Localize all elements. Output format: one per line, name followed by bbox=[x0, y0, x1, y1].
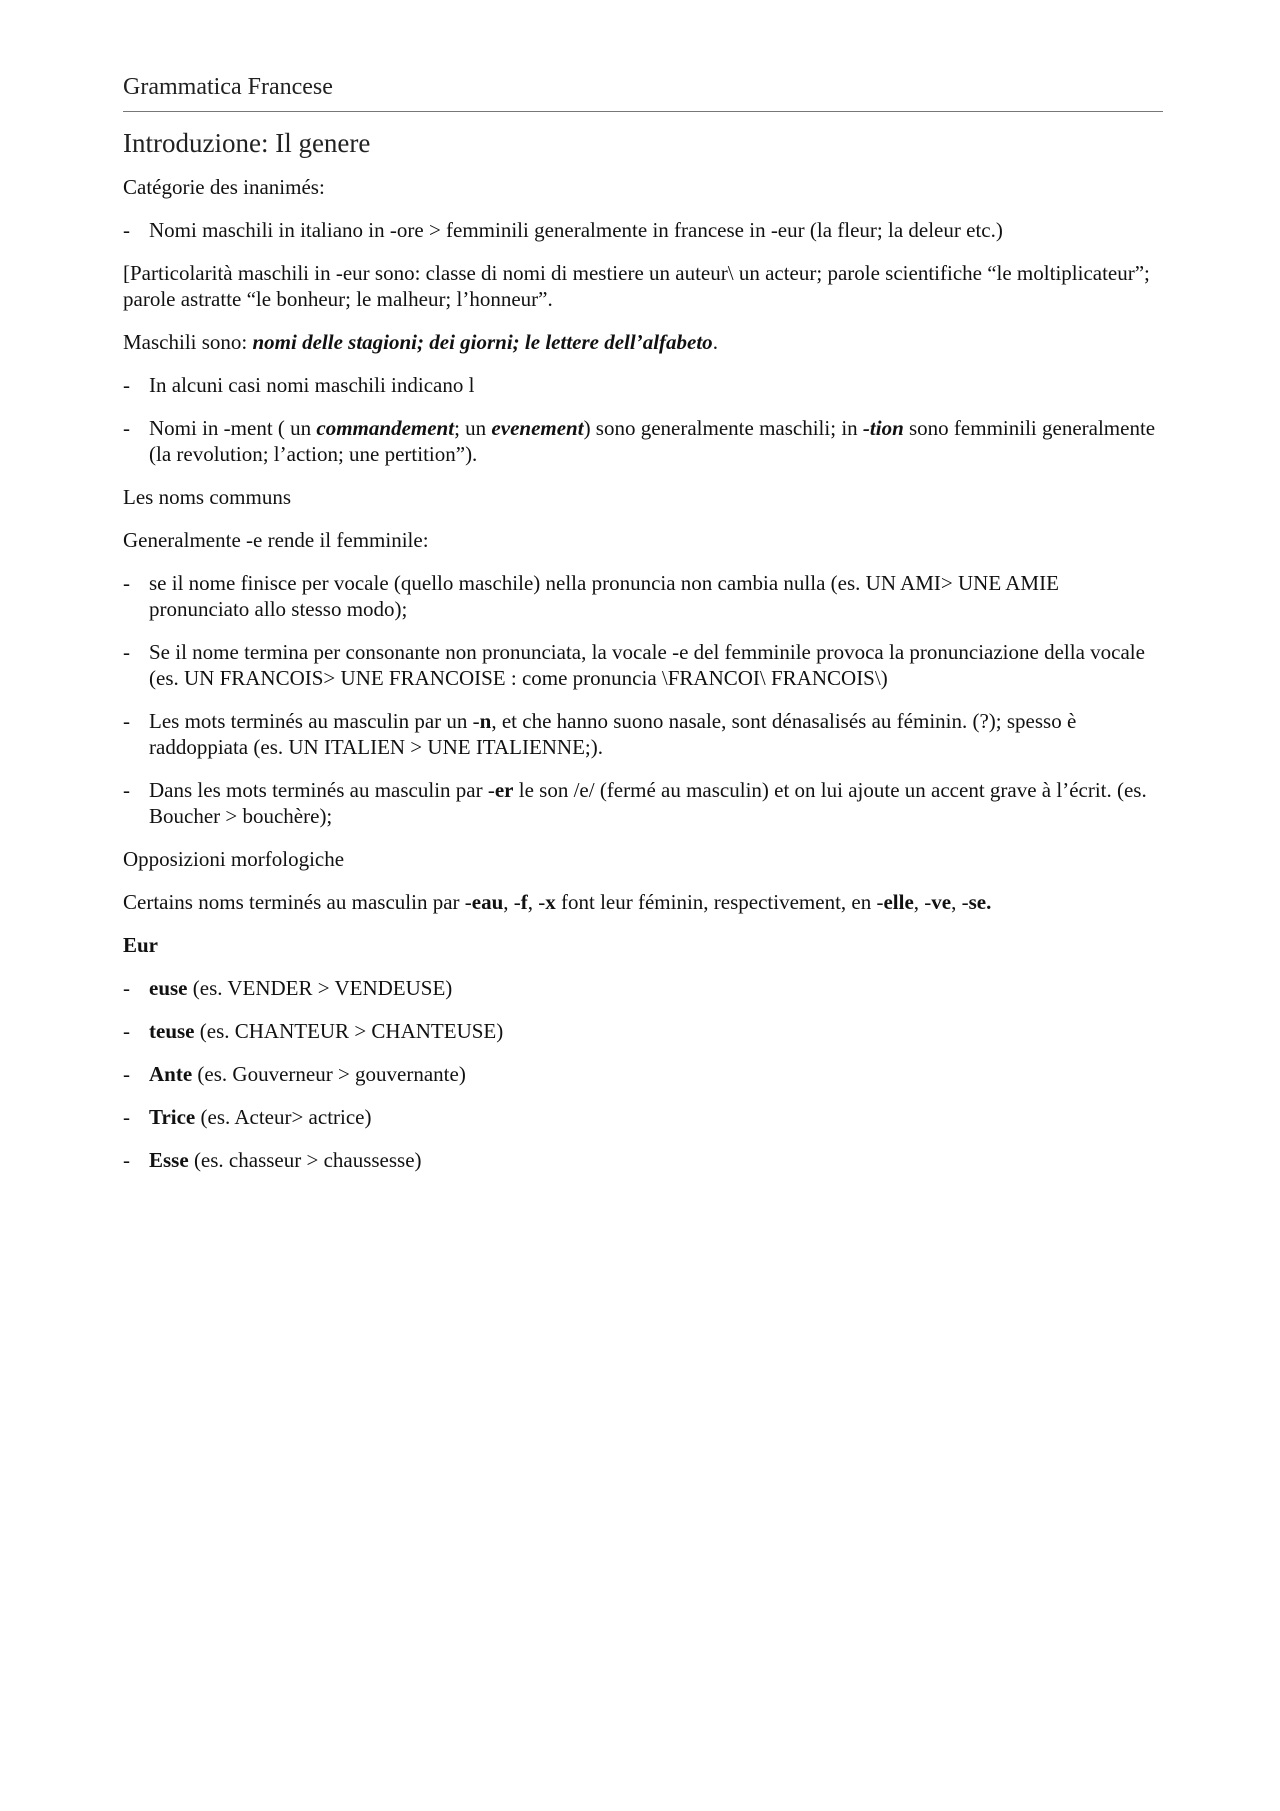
paragraph-categorie: Catégorie des inanimés: bbox=[123, 175, 325, 199]
text-run: , - bbox=[951, 890, 969, 914]
paragraph-eur-heading: Eur bbox=[123, 933, 159, 957]
list-item-suffix-euse bbox=[123, 975, 1163, 1001]
emphasis-run: nomi delle stagioni; dei giorni; le lettere dell’alfabeto bbox=[252, 330, 713, 354]
bullet-dash: - bbox=[123, 416, 130, 440]
suffix-label: Ante bbox=[149, 1062, 193, 1086]
bullet-dash: - bbox=[123, 640, 130, 664]
bullet-dash: - bbox=[123, 218, 130, 242]
paragraph-certains bbox=[123, 889, 1163, 915]
suffix-example: (es. chasseur > chaussesse) bbox=[188, 1148, 422, 1172]
paragraph-particolarita: [Particolarità maschili in -eur sono: classe di nomi di mestiere un auteur\ un acteur; parole scientifiche “le moltiplicateur”; parole astratte “le bonheur; le malheur; l’honneur”. bbox=[123, 261, 1150, 311]
bold-run: eau bbox=[471, 890, 504, 914]
suffix-example: (es. VENDER > VENDEUSE) bbox=[187, 976, 453, 1000]
list-item-vocale bbox=[123, 570, 1163, 622]
list-item-text: In alcuni casi nomi maschili indicano l bbox=[149, 373, 475, 397]
list-item-nasale bbox=[123, 708, 1163, 760]
bold-run: x bbox=[545, 890, 556, 914]
suffix-example: (es. Gouverneur > gouvernante) bbox=[192, 1062, 466, 1086]
bullet-dash: - bbox=[123, 1062, 130, 1086]
suffix-label: Esse bbox=[149, 1148, 189, 1172]
list-item-alcuni-casi bbox=[123, 372, 1163, 398]
bullet-dash: - bbox=[123, 976, 130, 1000]
text-run: Nomi in -ment ( un bbox=[149, 416, 317, 440]
list-item-consonante bbox=[123, 639, 1163, 691]
list-item-ment-tion bbox=[123, 415, 1163, 467]
bullet-dash: - bbox=[123, 571, 130, 595]
emphasis-run: -tion bbox=[862, 416, 904, 440]
bold-run: ve bbox=[931, 890, 952, 914]
list-item-text: Se il nome termina per consonante non pronunciata, la vocale -e del femminile provoca la pronunciazione della vocale (es. UN FRANCOIS> UNE FRANCOISE : come pronuncia \FRANCOI\ FRANCOIS\) bbox=[149, 640, 1145, 690]
list-item-suffix-ante bbox=[123, 1061, 1163, 1087]
text-run: , et che hanno suono nasale, sont dénasalisés au féminin. (?); spesso è raddoppiata (es. UN ITALIEN > UNE ITALIENNE;). bbox=[149, 709, 1077, 759]
section-title: Introduzione: Il genere bbox=[123, 128, 371, 158]
text-run: Maschili sono: bbox=[123, 330, 253, 354]
text-run: , - bbox=[503, 890, 521, 914]
text-run: Dans les mots terminés au masculin par - bbox=[149, 778, 495, 802]
bullet-dash: - bbox=[123, 373, 130, 397]
running-header: Grammatica Francese bbox=[123, 72, 1163, 112]
bold-run: er bbox=[494, 778, 514, 802]
list-item-suffix-esse bbox=[123, 1147, 1163, 1173]
text-run: Certains noms terminés au masculin par - bbox=[123, 890, 472, 914]
text-run: , - bbox=[527, 890, 546, 914]
list-item-nomi-maschili bbox=[123, 217, 1163, 243]
paragraph-maschili bbox=[123, 329, 1163, 355]
list-item-suffix-teuse bbox=[123, 1018, 1163, 1044]
emphasis-run: evenement bbox=[491, 416, 584, 440]
suffix-label: teuse bbox=[149, 1019, 195, 1043]
bold-run: f bbox=[520, 890, 528, 914]
bold-run: se. bbox=[968, 890, 992, 914]
list-item-suffix-trice bbox=[123, 1104, 1163, 1130]
list-item-text: Nomi maschili in italiano in -ore > femminili generalmente in francese in -eur (la fleur; la deleur etc.) bbox=[149, 218, 1003, 242]
paragraph-noms-communs: Les noms communs bbox=[123, 485, 291, 509]
bullet-dash: - bbox=[123, 1105, 130, 1129]
paragraph-opposizioni: Opposizioni morfologiche bbox=[123, 847, 345, 871]
list-item-er bbox=[123, 777, 1163, 829]
bold-run: n bbox=[479, 709, 492, 733]
suffix-example: (es. Acteur> actrice) bbox=[195, 1105, 372, 1129]
bullet-dash: - bbox=[123, 1019, 130, 1043]
suffix-example: (es. CHANTEUR > CHANTEUSE) bbox=[194, 1019, 504, 1043]
suffix-label: Trice bbox=[149, 1105, 196, 1129]
suffix-label: euse bbox=[149, 976, 188, 1000]
bullet-dash: - bbox=[123, 709, 130, 733]
page-content bbox=[123, 72, 1163, 1173]
text-run: . bbox=[712, 330, 718, 354]
text-run: ; un bbox=[454, 416, 492, 440]
list-item-text: se il nome finisce per vocale (quello maschile) nella pronuncia non cambia nulla (es. UN AMI> UNE AMIE pronunciato allo stesso modo); bbox=[149, 571, 1059, 621]
text-run: Les mots terminés au masculin par un - bbox=[149, 709, 480, 733]
text-run: , - bbox=[913, 890, 932, 914]
text-run: ) sono generalmente maschili; in bbox=[583, 416, 863, 440]
paragraph-generalmente: Generalmente -e rende il femminile: bbox=[123, 528, 429, 552]
text-run: le son /e/ (fermé au masculin) et on lui ajoute un accent grave à l’écrit. (es. Boucher > bouchère); bbox=[149, 778, 1147, 828]
bullet-dash: - bbox=[123, 778, 130, 802]
bullet-dash: - bbox=[123, 1148, 130, 1172]
text-run: sono femminili generalmente (la revolution; l’action; une pertition”). bbox=[149, 416, 1156, 466]
text-run: font leur féminin, respectivement, en - bbox=[555, 890, 884, 914]
bold-run: elle bbox=[883, 890, 914, 914]
emphasis-run: commandement bbox=[316, 416, 455, 440]
